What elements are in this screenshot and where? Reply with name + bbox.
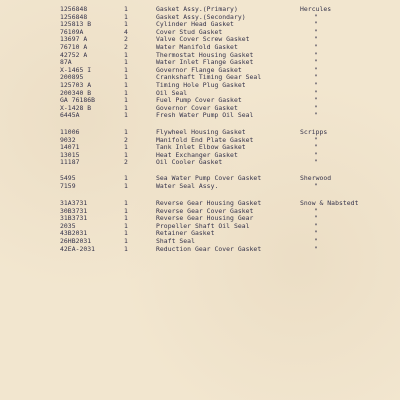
part-number: 31B3731 (60, 214, 88, 223)
part-description: Reverse Gear Housing Gasket (156, 199, 262, 207)
part-description: Cylinder Head Gasket (156, 20, 234, 29)
part-description: Manifold End Plate Gasket (156, 135, 254, 144)
part-description: Retainer Gasket (156, 229, 215, 238)
part-number: 2035 (60, 221, 76, 230)
ditto-mark: " (314, 58, 318, 67)
quantity: 1 (124, 214, 128, 223)
part-description: Heat Exchanger Gasket (156, 150, 238, 159)
part-number: 11006 (60, 128, 80, 136)
ditto-mark: " (314, 237, 318, 245)
part-description: Fresh Water Pump Oil Seal (156, 111, 254, 120)
ditto-mark: " (314, 158, 318, 167)
quantity: 1 (124, 229, 128, 238)
part-description: Gasket Assy.(Primary) (156, 5, 238, 13)
quantity: 1 (124, 237, 128, 245)
part-number: 125813 B (60, 20, 92, 29)
part-description: Flywheel Housing Gasket (156, 128, 246, 136)
ditto-mark: " (314, 81, 318, 89)
ditto-mark: " (314, 43, 318, 51)
part-number: 1256848 (60, 5, 88, 13)
part-description: Reverse Gear Cover Gasket (156, 206, 254, 215)
quantity: 1 (124, 88, 128, 97)
part-number: 13697 A (60, 35, 88, 44)
part-number: GA 76186B (60, 96, 96, 105)
ditto-mark: " (314, 96, 318, 105)
quantity: 1 (124, 199, 128, 207)
part-description: Water Manifold Gasket (156, 43, 238, 51)
part-description: Propeller Shaft Oil Seal (156, 221, 250, 230)
quantity: 1 (124, 73, 128, 82)
part-description: Reverse Gear Housing Gear (156, 214, 254, 223)
part-number: 9032 (60, 135, 76, 144)
quantity: 1 (124, 103, 128, 112)
ditto-mark: " (314, 221, 318, 230)
ditto-mark: " (314, 214, 318, 223)
ditto-mark: " (314, 35, 318, 44)
part-description: Cover Stud Gasket (156, 27, 223, 36)
part-description: Sea Water Pump Cover Gasket (156, 174, 262, 182)
part-description: Shaft Seal (156, 237, 195, 245)
part-description: Valve Cover Screw Gasket (156, 35, 250, 44)
part-number: 30B3731 (60, 206, 88, 215)
quantity: 1 (124, 81, 128, 89)
ditto-mark: " (314, 181, 318, 190)
part-number: 7159 (60, 181, 76, 190)
ditto-mark: " (314, 88, 318, 97)
part-description: Water Seal Assy. (156, 181, 219, 190)
part-number: 200895 (60, 73, 84, 82)
part-number: 76109A (60, 27, 84, 36)
ditto-mark: " (314, 143, 318, 152)
part-number: 76710 A (60, 43, 88, 51)
ditto-mark: " (314, 229, 318, 238)
part-description: Crankshaft Timing Gear Seal (156, 73, 262, 82)
part-number: X-1428 B (60, 103, 92, 112)
part-number: X-1465 I (60, 65, 92, 74)
ditto-mark: " (314, 244, 318, 253)
part-number: 1256848 (60, 12, 88, 21)
quantity: 2 (124, 35, 128, 44)
part-description: Thermostat Housing Gasket (156, 50, 254, 59)
part-description: Oil Cooler Gasket (156, 158, 223, 167)
ditto-mark: " (314, 20, 318, 29)
part-number: 13015 (60, 150, 80, 159)
part-number: 14071 (60, 143, 80, 152)
vendor-name: Scripps (300, 128, 328, 136)
part-description: Reduction Gear Cover Gasket (156, 244, 262, 253)
part-description: Fuel Pump Cover Gasket (156, 96, 242, 105)
vendor-name: Sherwood (300, 174, 332, 182)
ditto-mark: " (314, 135, 318, 144)
part-description: Governor Flange Gasket (156, 65, 242, 74)
part-description: Tank Inlet Elbow Gasket (156, 143, 246, 152)
part-number: 26HB2031 (60, 237, 92, 245)
vendor-name: Hercules (300, 5, 332, 13)
quantity: 1 (124, 96, 128, 105)
ditto-mark: " (314, 150, 318, 159)
part-description: Gasket Assy.(Secondary) (156, 12, 246, 21)
quantity: 1 (124, 58, 128, 67)
quantity: 1 (124, 12, 128, 21)
quantity: 4 (124, 27, 128, 36)
vendor-name: Snow & Nabstedt (300, 199, 359, 207)
quantity: 2 (124, 43, 128, 51)
quantity: 1 (124, 181, 128, 190)
ditto-mark: " (314, 111, 318, 120)
part-number: 43B2031 (60, 229, 88, 238)
ditto-mark: " (314, 103, 318, 112)
ditto-mark: " (314, 50, 318, 59)
part-number: 6445A (60, 111, 80, 120)
part-number: 5495 (60, 174, 76, 182)
part-number: 125703 A (60, 81, 92, 89)
quantity: 1 (124, 244, 128, 253)
quantity: 1 (124, 206, 128, 215)
quantity: 2 (124, 158, 128, 167)
ditto-mark: " (314, 27, 318, 36)
ditto-mark: " (314, 12, 318, 21)
quantity: 1 (124, 150, 128, 159)
quantity: 2 (124, 135, 128, 144)
quantity: 1 (124, 221, 128, 230)
quantity: 1 (124, 143, 128, 152)
part-description: Water Inlet Flange Gasket (156, 58, 254, 67)
ditto-mark: " (314, 65, 318, 74)
quantity: 1 (124, 174, 128, 182)
part-number: 42EA-2031 (60, 244, 96, 253)
part-number: 11187 (60, 158, 80, 167)
part-number: 200340 B (60, 88, 92, 97)
quantity: 1 (124, 20, 128, 29)
ditto-mark: " (314, 206, 318, 215)
part-number: 87A (60, 58, 72, 67)
part-description: Oil Seal (156, 88, 188, 97)
part-number: 42752 A (60, 50, 88, 59)
part-description: Governor Cover Gasket (156, 103, 238, 112)
quantity: 1 (124, 50, 128, 59)
ditto-mark: " (314, 73, 318, 82)
quantity: 1 (124, 128, 128, 136)
quantity: 1 (124, 5, 128, 13)
quantity: 1 (124, 111, 128, 120)
part-number: 31A3731 (60, 199, 88, 207)
part-description: Timing Hole Plug Gasket (156, 81, 246, 89)
quantity: 1 (124, 65, 128, 74)
